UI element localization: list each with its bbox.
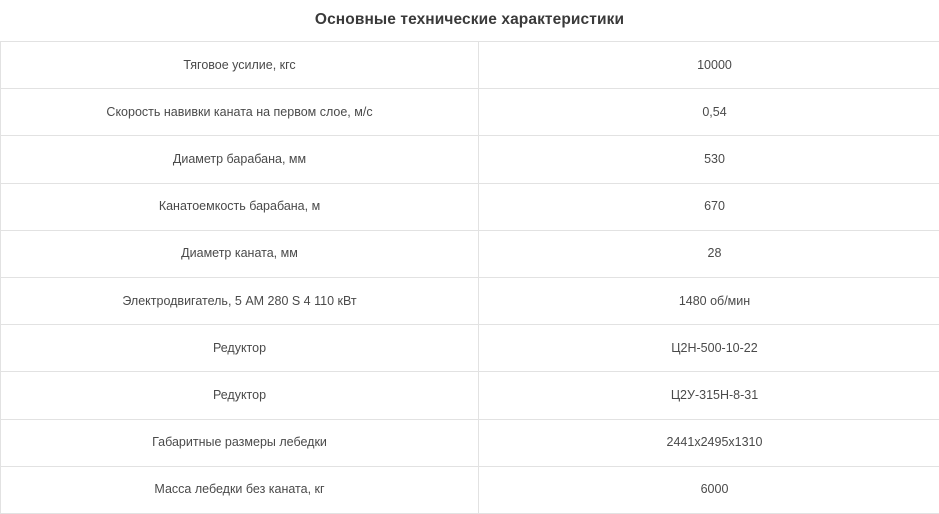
- specifications-table: [0, 41, 939, 514]
- table-row: [1, 325, 939, 372]
- table-row: [1, 419, 939, 466]
- parameter-cell: Редуктор: [1, 325, 479, 372]
- parameter-cell: Электродвигатель, 5 АМ 280 S 4 110 кВт: [1, 277, 479, 324]
- value-cell: 2441х2495х1310: [479, 419, 939, 466]
- parameter-cell: Диаметр барабана, мм: [1, 136, 479, 183]
- table-row: [1, 372, 939, 419]
- parameter-cell: Диаметр каната, мм: [1, 230, 479, 277]
- parameter-cell: Скорость навивки каната на первом слое, м/с: [1, 89, 479, 136]
- value-cell: 0,54: [479, 89, 939, 136]
- value-cell: 28: [479, 230, 939, 277]
- table-row: [1, 230, 939, 277]
- table-body: [1, 42, 939, 514]
- table-row: [1, 136, 939, 183]
- table-row: [1, 89, 939, 136]
- value-cell: 670: [479, 183, 939, 230]
- table-row: [1, 466, 939, 513]
- parameter-cell: Тяговое усилие, кгс: [1, 42, 479, 89]
- value-cell: 6000: [479, 466, 939, 513]
- parameter-cell: Габаритные размеры лебедки: [1, 419, 479, 466]
- value-cell: 10000: [479, 42, 939, 89]
- table-row: [1, 42, 939, 89]
- page-title: Основные технические характеристики: [0, 0, 939, 41]
- table-row: [1, 183, 939, 230]
- value-cell: Ц2У-315Н-8-31: [479, 372, 939, 419]
- parameter-cell: Редуктор: [1, 372, 479, 419]
- parameter-cell: Масса лебедки без каната, кг: [1, 466, 479, 513]
- value-cell: Ц2Н-500-10-22: [479, 325, 939, 372]
- parameter-cell: Канатоемкость барабана, м: [1, 183, 479, 230]
- value-cell: 530: [479, 136, 939, 183]
- table-row: [1, 277, 939, 324]
- value-cell: 1480 об/мин: [479, 277, 939, 324]
